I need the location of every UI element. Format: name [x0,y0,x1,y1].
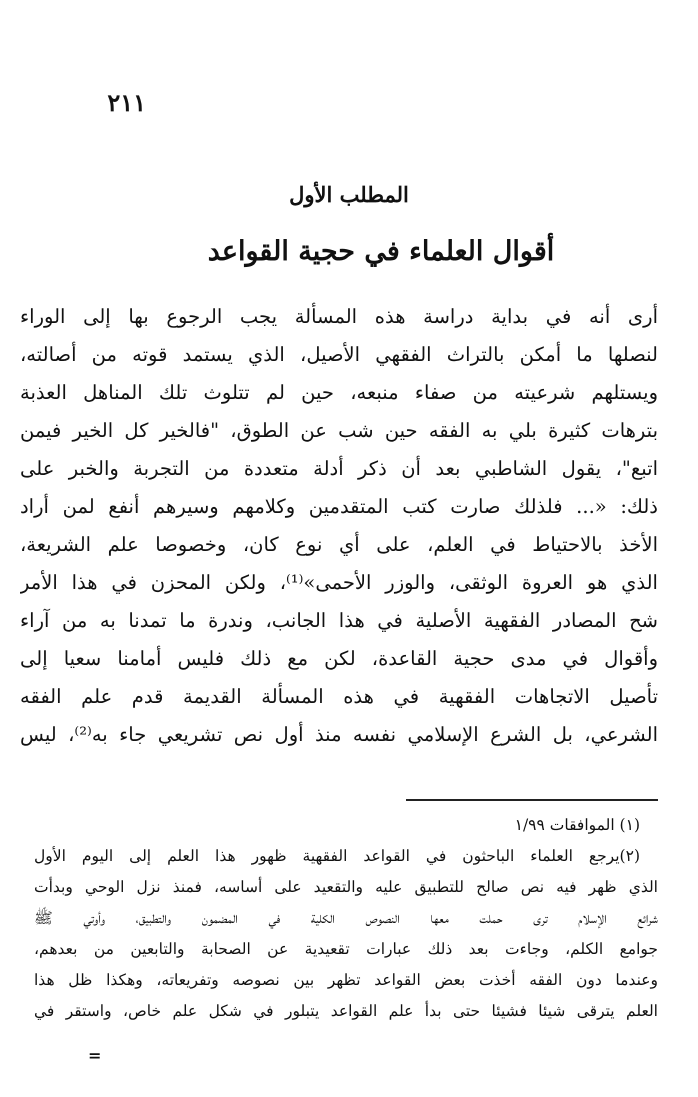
body-line: شح المصادر الفقهية الأصلية في هذا الجانب، وندرة ما تمدنا به من آراء [20,609,658,632]
body-line: تأصيل الاتجاهات الفقهية في هذه المسألة القديمة قدم علم الفقه [20,685,658,708]
body-line: ذلك: «... فلذلك صارت كتب المتقدمين وكلامهم وسيرهم أنفع لمن أراد [20,495,658,518]
footnote-separator [406,799,658,801]
footnotes [34,810,658,1027]
body-line: لنصلها ما أمكن بالتراث الفقهي الأصيل، الذي يستمد قوته من أصالته، [20,343,658,366]
body-line: بترهات كثيرة بلي به الفقه حين شب عن الطوق، "فالخير كل الخير فيمن [20,419,658,442]
footnote-2-line: العلم يترقى شيئا فشيئا حتى بدأ علم القواعد يتبلور في شكل علم خاص، واستقر في [34,1002,658,1020]
section-label: المطلب الأول [289,182,409,207]
footnote-2-line: الذي ظهر فيه نص صالح للتطبيق عليه والتقعيد على أساسه، فمنذ نزل الوحي وبدأت [34,878,658,896]
body-text [20,298,658,754]
body-line: اتبع"، يقول الشاطبي بعد أن ذكر أدلة متعددة من التجربة والخبر على [20,457,658,480]
footnote-2-line: (٢)يرجع العلماء الباحثون في القواعد الفقهية ظهور هذا العلم إلى اليوم الأول [34,847,640,865]
body-line: وأقوال في مدى حجية القاعدة، لكن مع ذلك فليس أمامنا سعيا إلى [20,647,658,670]
body-line: الشرعي، بل الشرع الإسلامي نفسه منذ أول نص تشريعي جاء به⁽²⁾، ليس [20,723,658,746]
footnote-2-line: شرائع الإسلام ترى حملت معها النصوص الكلية في المضمون والتطبيق، وأوتي ﷺ [34,909,658,927]
footnote-2-line: جوامع الكلم، وجاءت بعد ذلك عبارات تقعيدية عن الصحابة والتابعين من بعدهم، [34,940,658,958]
section-title: أقوال العلماء في حجية القواعد [207,236,555,267]
page-number: ٢١١ [107,88,146,117]
body-line: الأخذ بالاحتياط في العلم، على أي نوع كان، وخصوصا علم الشريعة، [20,533,658,556]
body-line: ويستلهم شرعيته من صفاء منبعه، حين لم تتلوث تلك المناهل العذبة [20,381,658,404]
body-line: أرى أنه في بداية دراسة هذه المسألة يجب الرجوع بها إلى الوراء [20,305,658,328]
body-line: الذي هو العروة الوثقى، والوزر الأحمى»⁽¹⁾، ولكن المحزن في هذا الأمر [20,571,658,594]
continuation-mark: = [88,1046,101,1065]
footnote-2-line: وعندما دون الفقه أخذت بعض القواعد تظهر بين نصوصه وتفريعاته، وهكذا ظل هذا [34,971,658,989]
footnote-1: (١) الموافقات ١/٩٩ [514,816,640,834]
